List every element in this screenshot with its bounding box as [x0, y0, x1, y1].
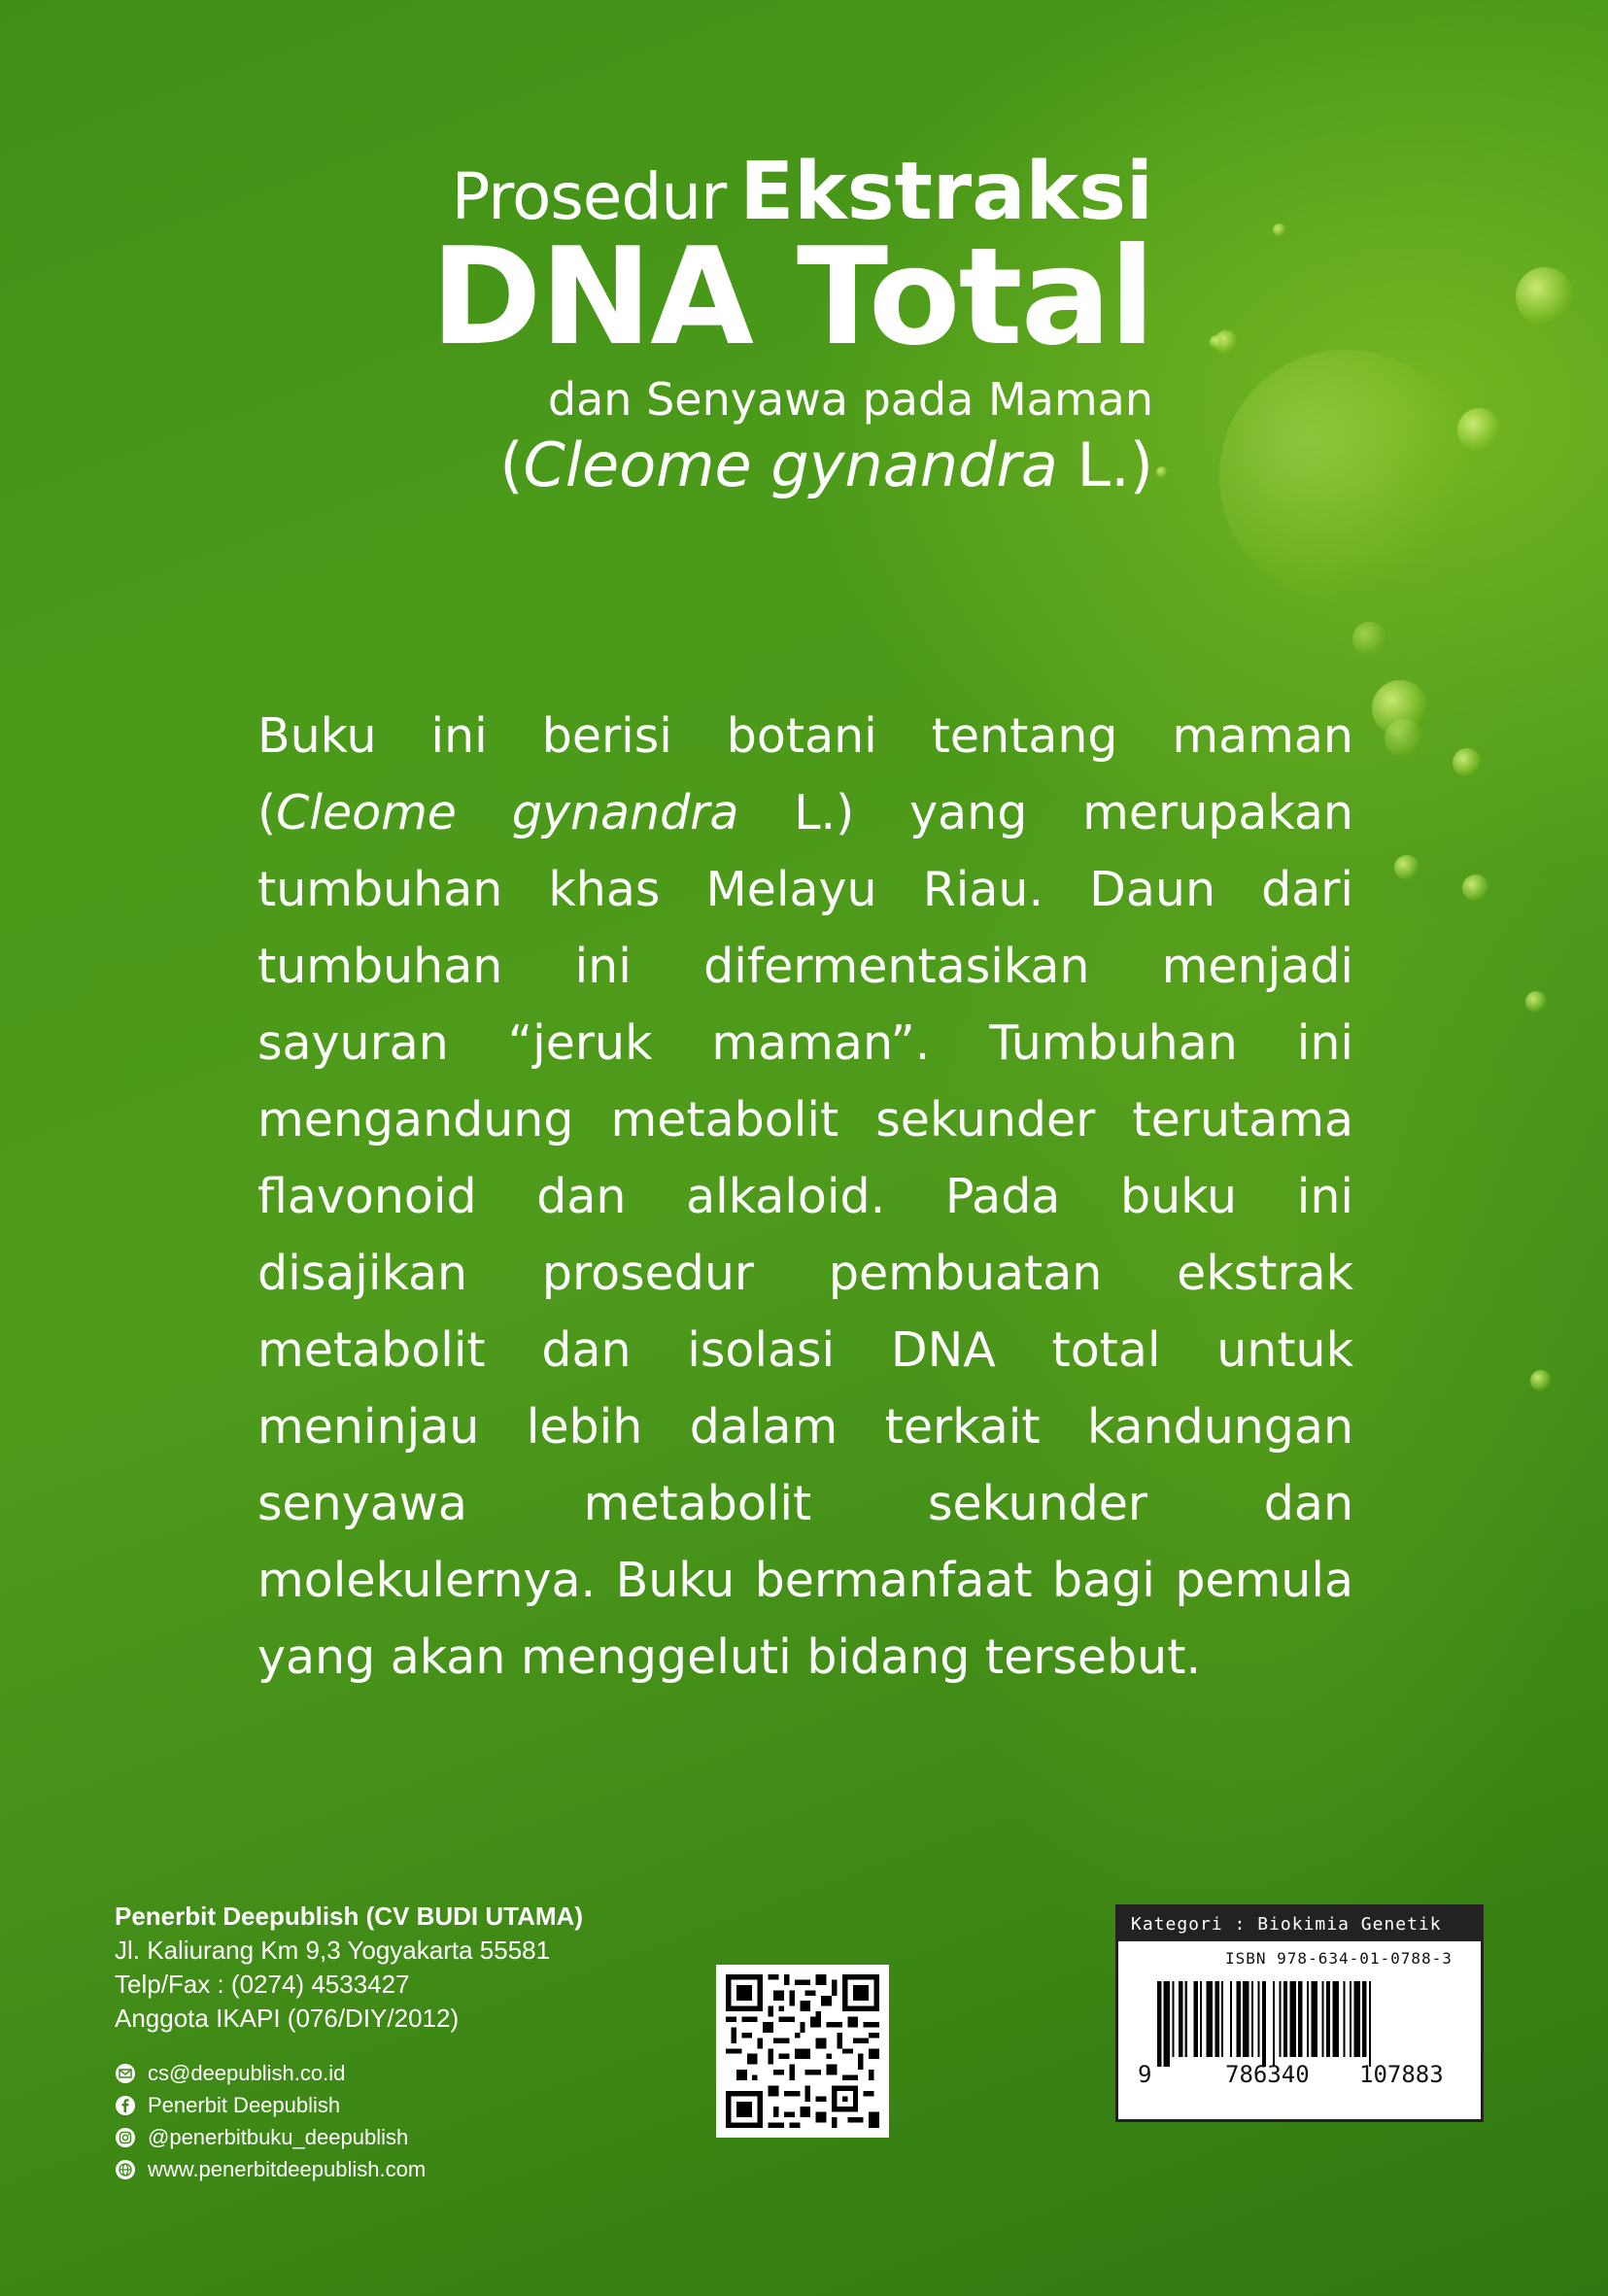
barcode-right-group: 107883: [1359, 2061, 1444, 2088]
description-part-2: L.) yang merupakan tumbuhan khas Melayu Riau. Daun dari tumbuhan ini difermentasikan menjadi sayuran “jeruk maman”. Tumbuhan ini mengandung metabolit sekunder terutama flavonoid dan alkaloid. Pada buku ini disajikan prosedur pembuatan ekstrak metabolit dan isolasi DNA total untuk meninjau lebih dalam terkait kandungan senyawa metabolit sekunder dan molekulernya. Buku bermanfaat bagi pemula yang akan menggeluti bidang tersebut.: [257, 785, 1353, 1685]
water-droplet: [1462, 874, 1489, 902]
qr-code[interactable]: [716, 1965, 889, 2138]
book-description: [257, 698, 1353, 1696]
publisher-phone: Telp/Fax : (0274) 4533427: [115, 1970, 410, 1999]
title-line-2: DNA Total: [430, 219, 1153, 375]
barcode-bar: [1257, 1981, 1259, 2057]
title-word-prosedur: Prosedur: [451, 159, 727, 234]
barcode-bar: [1343, 1981, 1345, 2057]
barcode-bar: [1326, 1981, 1330, 2057]
barcode-bar: [1207, 1981, 1214, 2057]
contact-facebook-text[interactable]: Penerbit Deepublish: [148, 2092, 341, 2117]
barcode-bar: [1251, 1981, 1253, 2057]
isbn-number: ISBN 978-634-01-0788-3: [1225, 1949, 1453, 1968]
contact-email-text[interactable]: cs@deepublish.co.id: [148, 2060, 346, 2085]
water-droplet: [1516, 267, 1574, 326]
title-paren-open: (: [499, 429, 524, 500]
barcode-bar: [1230, 1981, 1232, 2057]
publisher-name: Penerbit Deepublish (CV BUDI UTAMA): [115, 1902, 583, 1931]
barcode-bar: [1321, 1981, 1323, 2057]
barcode-bar: [1172, 1981, 1174, 2057]
barcode-bar: [1289, 1981, 1296, 2057]
barcode-bar: [1185, 1981, 1187, 2057]
book-title: [279, 146, 1153, 502]
contact-website-text[interactable]: www.penerbitdeepublish.com: [148, 2156, 427, 2181]
category-label: Kategori : Biokimia Genetik: [1118, 1907, 1481, 1941]
water-droplet: [1525, 991, 1547, 1012]
publisher-address: Jl. Kaliurang Km 9,3 Yogyakarta 55581: [115, 1936, 551, 1965]
contact-website: [115, 2153, 426, 2185]
barcode-bar: [1298, 1981, 1302, 2057]
title-word-ekstraksi: Ekstraksi: [739, 146, 1153, 238]
publisher-info: [115, 1900, 583, 2036]
qr-code-pattern: [726, 1974, 879, 2128]
title-line-3: dan Senyawa pada Maman: [547, 373, 1153, 426]
barcode-bar: [1179, 1981, 1182, 2057]
description-species-name: Cleome gynandra: [276, 785, 739, 840]
barcode-bar: [1307, 1981, 1309, 2057]
barcode-bar: [1279, 1981, 1281, 2057]
contact-email: [115, 2057, 426, 2089]
barcode-bar: [1236, 1981, 1240, 2057]
barcode-bar: [1353, 1981, 1360, 2057]
barcode-left-group: 786340: [1225, 2061, 1310, 2088]
barcode-bar: [1215, 1981, 1218, 2057]
barcode: [1157, 1981, 1449, 2069]
barcode-bar: [1200, 1981, 1202, 2057]
barcode-bar: [1193, 1981, 1197, 2057]
water-droplet: [1530, 1370, 1552, 1391]
contact-instagram: [115, 2121, 426, 2153]
barcode-bar: [1350, 1981, 1351, 2057]
barcode-bar: [1273, 1981, 1275, 2067]
water-droplet: [1210, 335, 1223, 349]
barcode-bar: [1243, 1981, 1249, 2057]
facebook-icon: [115, 2095, 136, 2116]
title-line-4: [279, 428, 1153, 502]
globe-icon: [115, 2159, 136, 2180]
water-droplet: [1219, 350, 1472, 602]
water-droplet: [1352, 622, 1386, 656]
barcode-bar: [1164, 1981, 1171, 2067]
title-species-name: Cleome gynandra: [523, 429, 1058, 500]
instagram-icon: [115, 2127, 136, 2148]
barcode-bar: [1311, 1981, 1317, 2057]
contact-facebook: [115, 2089, 426, 2121]
email-icon: [115, 2063, 136, 2084]
contact-instagram-text[interactable]: @penerbitbuku_deepublish: [148, 2124, 409, 2149]
title-paren-close: L.): [1057, 429, 1153, 500]
contact-list: [115, 2057, 426, 2185]
publisher-membership: Anggota IKAPI (076/DIY/2012): [115, 2004, 460, 2033]
water-droplet: [1453, 748, 1482, 777]
water-droplet: [1394, 855, 1420, 880]
barcode-bar: [1262, 1981, 1266, 2067]
water-droplet: [1273, 223, 1286, 237]
barcode-bar: [1369, 1981, 1371, 2067]
water-droplet: [1385, 719, 1423, 758]
barcode-first-digit: 9: [1138, 2061, 1152, 2088]
barcode-bar: [1362, 1981, 1366, 2057]
barcode-bar: [1332, 1981, 1339, 2057]
description-part-1: Buku ini berisi botani tentang maman (: [257, 708, 1353, 840]
water-droplet: [1156, 466, 1168, 478]
barcode-bar: [1283, 1981, 1287, 2057]
barcode-bar: [1221, 1981, 1223, 2057]
water-droplet: [1457, 408, 1501, 452]
barcode-bar: [1157, 1981, 1161, 2067]
isbn-barcode-box: [1115, 1904, 1484, 2122]
